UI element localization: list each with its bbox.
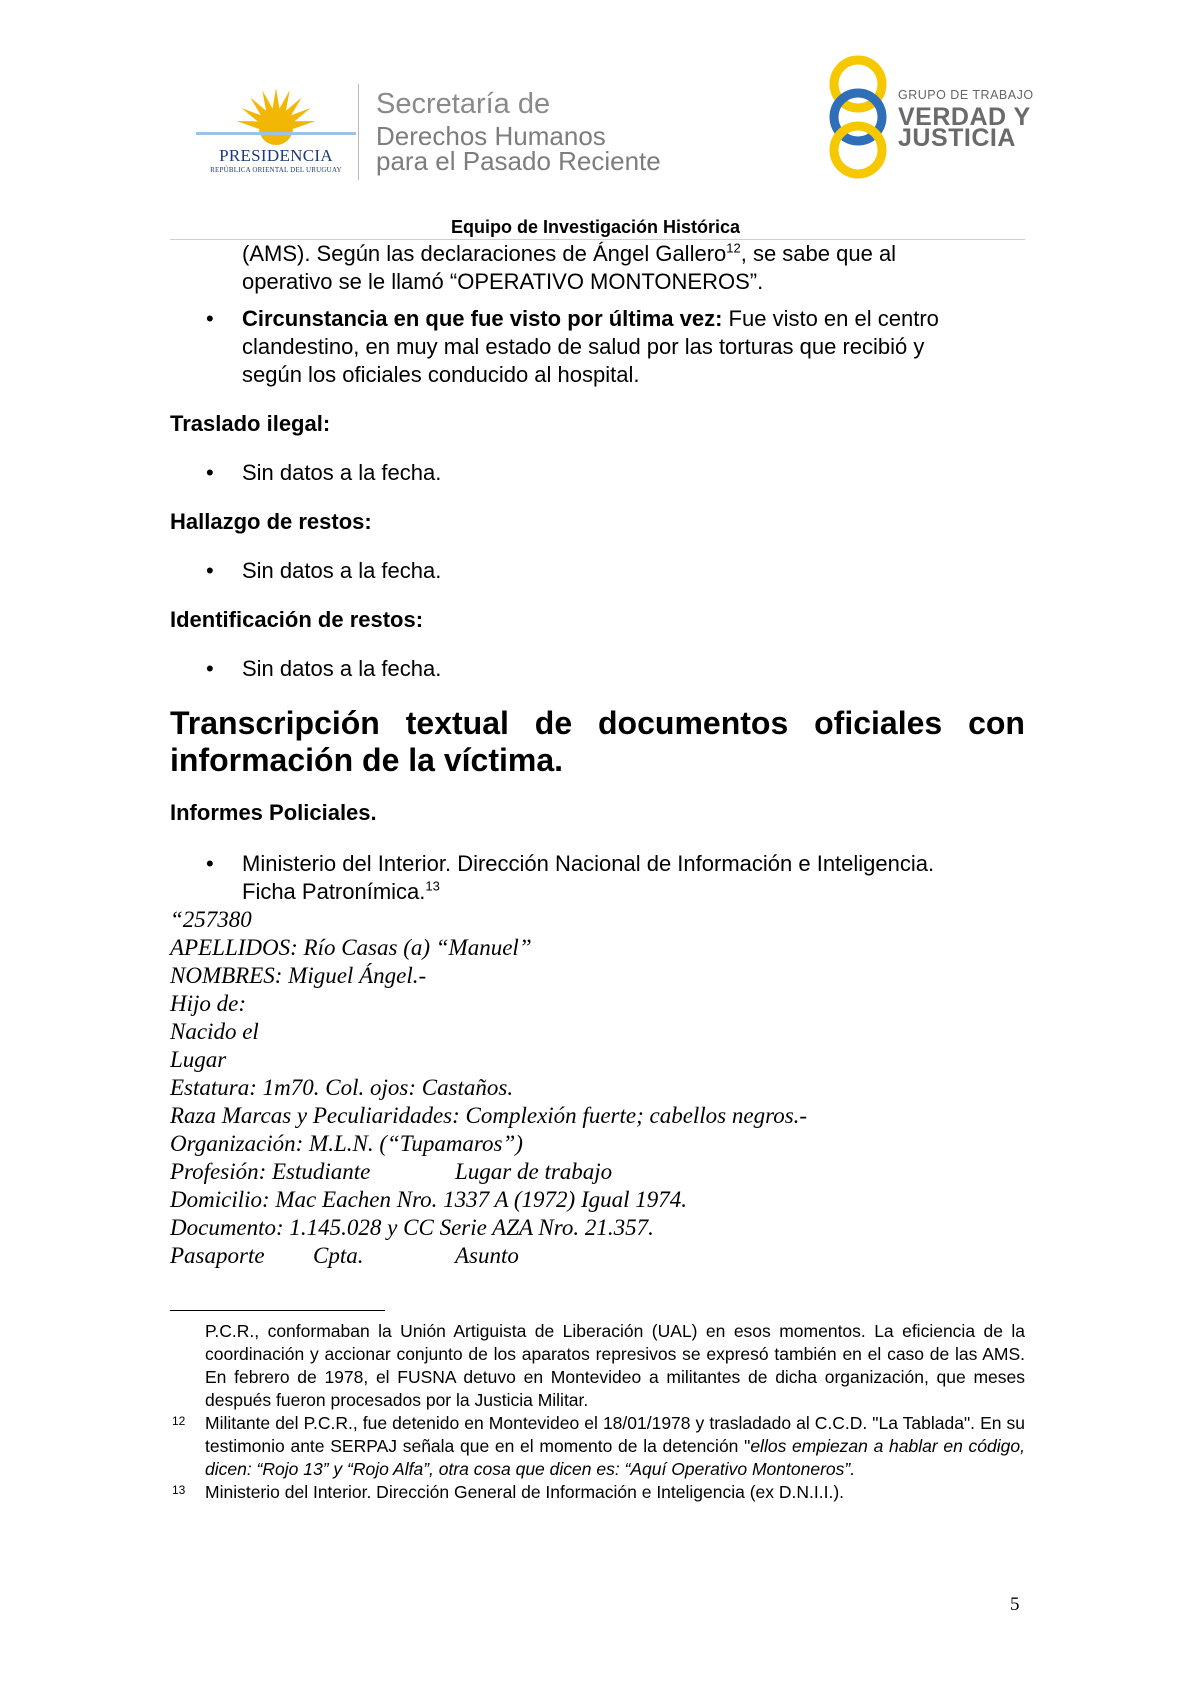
ficha-line: “257380: [170, 907, 252, 932]
justicia-label: JUSTICIA: [898, 124, 1016, 152]
ficha-lugar-trabajo: Lugar de trabajo: [455, 1159, 613, 1184]
identificacion-item: Sin datos a la fecha.: [242, 656, 442, 681]
ficha-pasaporte: Pasaporte: [170, 1243, 265, 1268]
ficha-patronimica: [170, 906, 1025, 1270]
main-section-heading: [170, 705, 1025, 779]
document-body: [170, 240, 1025, 1270]
ministerio-line-1: Ministerio del Interior. Dirección Nacional de Información e Inteligencia.: [242, 851, 935, 876]
ficha-domicilio: Domicilio: Mac Eachen Nro. 1337 A (1972) Igual 1974.: [170, 1187, 688, 1212]
main-heading-line-2: información de la víctima.: [170, 742, 563, 778]
secretaria-line-3: para el Pasado Reciente: [376, 146, 661, 176]
bullet-icon: •: [206, 558, 214, 583]
team-title: Equipo de Investigación Histórica: [450, 217, 741, 237]
hallazgo-item: Sin datos a la fecha.: [242, 558, 442, 583]
footnotes: [170, 1320, 1025, 1504]
footnote-continued-text: P.C.R., conformaban la Unión Artiguista de Liberación (UAL) en esos momentos. La eficiencia de la coordinación y accionar conjunto de los aparatos represivos se expresó también en el caso de las AMS. En febrero de 1978, el FUSNA detuvo en Montevideo a militantes de dicha organización, que meses después fueron procesados por la Justicia Militar.: [205, 1321, 1025, 1410]
ficha-asunto: Asunto: [455, 1243, 519, 1268]
footnote-ref-12: 12: [726, 240, 741, 256]
ficha-line: APELLIDOS: Río Casas (a) “Manuel”: [170, 935, 532, 960]
heading-word: Transcripción: [170, 705, 380, 741]
heading-word: de: [534, 705, 573, 741]
continued-text-1: [242, 240, 896, 268]
list-item-hallazgo: [206, 557, 1025, 585]
ficha-line: Estatura: 1m70. Col. ojos: Castaños.: [170, 1075, 514, 1100]
circunstancia-label: Circunstancia en que fue visto por última vez:: [242, 306, 723, 331]
page-header: [0, 0, 1191, 200]
ficha-cpta: Cpta.: [313, 1243, 364, 1268]
secretaria-line-2: Derechos Humanos: [376, 121, 606, 151]
circunstancia-text-1: Fue visto en el centro: [722, 306, 939, 331]
list-item-circunstancia: [206, 305, 1025, 389]
ficha-line: NOMBRES: Miguel Ángel.-: [170, 963, 427, 988]
bullet-icon: •: [206, 306, 214, 331]
footnote-separator: [170, 1310, 385, 1311]
footnote-12: [170, 1412, 1025, 1481]
bullet-icon: •: [206, 460, 214, 485]
presidencia-subtitle: REPÚBLICA ORIENTAL DEL URUGUAY: [210, 166, 342, 174]
ficha-line: Organización: M.L.N. (“Tupamaros”): [170, 1131, 523, 1156]
list-item-ministerio: [206, 850, 1025, 906]
heading-word: con: [968, 705, 1025, 741]
continued-paragraph-line-2: operativo se le llamó “OPERATIVO MONTONEROS”.: [242, 269, 764, 294]
heading-word: oficiales: [814, 705, 943, 741]
continued-text-1b: , se sabe que al: [740, 241, 897, 266]
traslado-heading: Traslado ilegal:: [170, 411, 331, 436]
footnote-12-text: [205, 1412, 1025, 1481]
presidencia-title: PRESIDENCIA: [219, 146, 333, 165]
ficha-line: Hijo de:: [170, 991, 247, 1016]
page-number: 5: [1010, 1594, 1020, 1615]
header-divider: [358, 84, 359, 180]
footnote-continued: [170, 1320, 1025, 1412]
ministerio-line-2: [242, 878, 1025, 906]
bullet-icon: •: [206, 656, 214, 681]
ficha-profesion-row: [170, 1158, 1025, 1186]
heading-word: textual: [405, 705, 509, 741]
footnote-12-plain: Militante del P.C.R., fue detenido en Montevideo el 18/01/1978 y trasladado al C.C.D. "La Tablada". En su testimonio ante SERPAJ señala que en el momento de la detención ": [205, 1413, 1025, 1456]
footnote-13-text: Ministerio del Interior. Dirección General de Información e Inteligencia (ex D.N.I.I.).: [205, 1482, 845, 1502]
ficha-profesion: Profesión: Estudiante: [170, 1159, 371, 1184]
ficha-documento: Documento: 1.145.028 y CC Serie AZA Nro. 21.357.: [170, 1215, 654, 1240]
continued-paragraph-line-1: [242, 240, 1025, 268]
ficha-pasaporte-row: [170, 1242, 1025, 1270]
footnote-13-number: 13: [172, 1483, 186, 1497]
list-item-traslado: [206, 459, 1025, 487]
continued-text-1a: (AMS). Según las declaraciones de Ángel Gallero: [242, 241, 727, 266]
footnote-ref-13: 13: [425, 878, 440, 894]
ministerio-line-2-text: Ficha Patronímica.: [242, 879, 426, 904]
footnote-13: [170, 1481, 1025, 1504]
verdad-justicia-rings-logo: [820, 54, 900, 180]
circunstancia-text-2: clandestino, en muy mal estado de salud por las torturas que recibió y: [242, 334, 925, 359]
ficha-line: Nacido el: [170, 1019, 259, 1044]
hallazgo-heading: Hallazgo de restos:: [170, 509, 372, 534]
ficha-line: Lugar: [170, 1047, 227, 1072]
main-heading-line-1: [170, 705, 1025, 742]
grupo-trabajo-label: GRUPO DE TRABAJO: [898, 88, 1034, 102]
secretaria-line-1: Secretaría de: [376, 88, 551, 120]
footnote-12-quote: ellos empiezan a hablar en código, dicen: “Rojo 13” y “Rojo Alfa”, otra cosa que dicen es: “Aquí Operativo Montoneros”.: [205, 1436, 1025, 1479]
identificacion-heading: Identificación de restos:: [170, 607, 424, 632]
informes-heading: Informes Policiales.: [170, 800, 377, 825]
ficha-line: Raza Marcas y Peculiaridades: Complexión fuerte; cabellos negros.-: [170, 1103, 808, 1128]
circunstancia-text: [242, 305, 1025, 333]
verdad-label: VERDAD Y: [898, 103, 1031, 131]
footnote-12-number: 12: [172, 1414, 186, 1428]
bullet-icon: •: [206, 851, 214, 876]
heading-word: documentos: [598, 705, 789, 741]
list-item-identificacion: [206, 655, 1025, 683]
circunstancia-text-3: según los oficiales conducido al hospital.: [242, 362, 640, 387]
traslado-item: Sin datos a la fecha.: [242, 460, 442, 485]
